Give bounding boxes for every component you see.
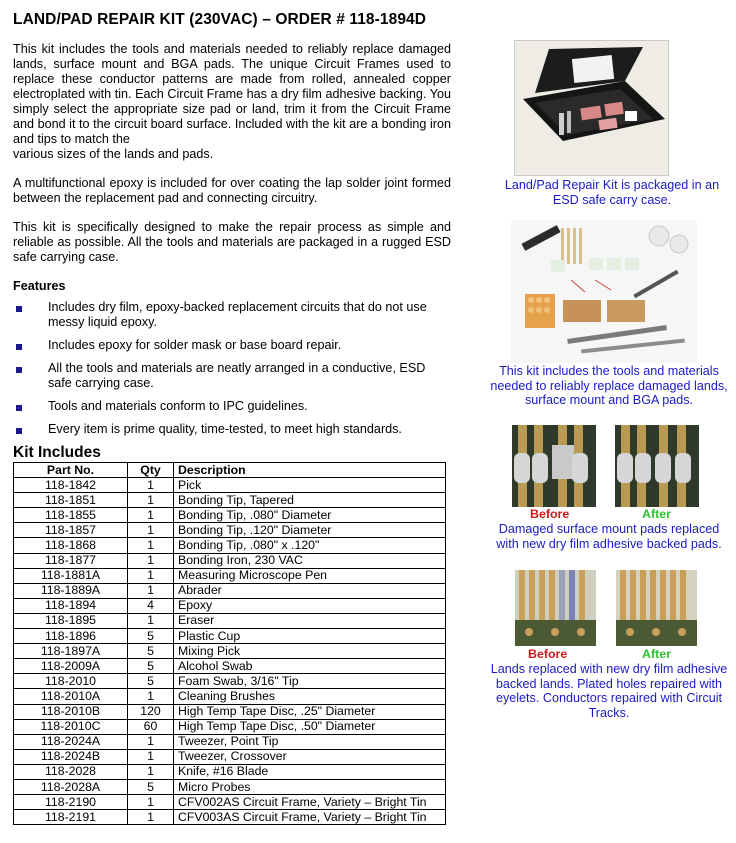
cell-qty: 1	[128, 764, 174, 779]
kit-table-body	[14, 478, 446, 825]
table-row	[14, 704, 446, 719]
cell-qty: 1	[128, 523, 174, 538]
cell-part-no: 118-2191	[14, 810, 128, 825]
cell-part-no: 118-2024B	[14, 749, 128, 764]
lands-before-photo	[515, 570, 596, 646]
table-row	[14, 598, 446, 613]
cell-qty: 1	[128, 493, 174, 508]
table-row	[14, 613, 446, 628]
table-row	[14, 493, 446, 508]
cell-qty: 1	[128, 689, 174, 704]
table-row	[14, 795, 446, 810]
cell-description: Bonding Tip, Tapered	[174, 493, 446, 508]
column-header-description: Description	[174, 463, 446, 478]
feature-item: All the tools and materials are neatly arranged in a conductive, ESD safe carrying case.	[13, 361, 451, 391]
cell-description: Tweezer, Crossover	[174, 749, 446, 764]
square-bullet-icon	[16, 306, 22, 312]
smt-after-photo	[615, 425, 699, 507]
table-row	[14, 689, 446, 704]
cell-qty: 1	[128, 508, 174, 523]
cell-qty: 1	[128, 538, 174, 553]
table-row	[14, 583, 446, 598]
table-row	[14, 674, 446, 689]
cell-description: Alcohol Swab	[174, 659, 446, 674]
cell-description: Knife, #16 Blade	[174, 764, 446, 779]
lands-after-photo	[616, 570, 697, 646]
cell-qty: 5	[128, 674, 174, 689]
square-bullet-icon	[16, 405, 22, 411]
cell-description: Measuring Microscope Pen	[174, 568, 446, 583]
table-row	[14, 538, 446, 553]
cell-part-no: 118-1877	[14, 553, 128, 568]
cell-part-no: 118-1881A	[14, 568, 128, 583]
lands-before-image	[515, 570, 596, 646]
cell-description: CFV002AS Circuit Frame, Variety – Bright Tin	[174, 795, 446, 810]
features-heading: Features	[13, 279, 66, 293]
kit-contents-photo	[511, 220, 697, 363]
square-bullet-icon	[16, 428, 22, 434]
intro-paragraph-1-main: This kit includes the tools and materials needed to reliably replace damaged lands, surface mount and BGA pads. The unique Circuit Frames used to replace these conductor patterns are made from rolled, annealed copper electroplated with tin. Each Circuit Frame has a dry film adhesive backing. You simply select the appropriate size pad or land, trim it from the Circuit Frame and bond it to the circuit board surface. Included with the kit are a bonding iron and tips to match the	[13, 42, 451, 146]
cell-description: High Temp Tape Disc, .50" Diameter	[174, 719, 446, 734]
cell-description: Tweezer, Point Tip	[174, 734, 446, 749]
cell-qty: 5	[128, 659, 174, 674]
cell-qty: 1	[128, 583, 174, 598]
column-header-part-no: Part No.	[14, 463, 128, 478]
table-row	[14, 779, 446, 794]
cell-qty: 1	[128, 478, 174, 493]
cell-part-no: 118-2010C	[14, 719, 128, 734]
page-title: LAND/PAD REPAIR KIT (230VAC) – ORDER # 118-1894D	[13, 11, 427, 28]
cell-description: Pick	[174, 478, 446, 493]
feature-item: Includes epoxy for solder mask or base board repair.	[13, 338, 451, 353]
caption-kit-contents: This kit includes the tools and materials needed to reliably replace damaged lands, surface mount and BGA pads.	[490, 364, 728, 408]
cell-part-no: 118-2010B	[14, 704, 128, 719]
cell-qty: 1	[128, 613, 174, 628]
cell-description: Abrader	[174, 583, 446, 598]
cell-description: Bonding Tip, .120" Diameter	[174, 523, 446, 538]
column-header-qty: Qty	[128, 463, 174, 478]
cell-part-no: 118-1896	[14, 629, 128, 644]
table-row	[14, 568, 446, 583]
cell-description: Cleaning Brushes	[174, 689, 446, 704]
cell-description: Bonding Iron, 230 VAC	[174, 553, 446, 568]
features-list	[13, 300, 451, 437]
table-header-row	[14, 463, 446, 478]
intro-paragraph-2: A multifunctional epoxy is included for over coating the lap solder joint formed between the replacement pad and connecting circuitry.	[13, 176, 451, 205]
cell-qty: 1	[128, 749, 174, 764]
square-bullet-icon	[16, 367, 22, 373]
cell-part-no: 118-2010A	[14, 689, 128, 704]
cell-part-no: 118-2010	[14, 674, 128, 689]
caption-smt-pads: Damaged surface mount pads replaced with new dry film adhesive backed pads.	[496, 522, 722, 551]
table-row	[14, 734, 446, 749]
cell-description: Foam Swab, 3/16" Tip	[174, 674, 446, 689]
cell-qty: 1	[128, 553, 174, 568]
smt-before-image	[512, 425, 596, 507]
table-row	[14, 508, 446, 523]
cell-description: High Temp Tape Disc, .25" Diameter	[174, 704, 446, 719]
cell-part-no: 118-1857	[14, 523, 128, 538]
cell-part-no: 118-1855	[14, 508, 128, 523]
carry-case-photo	[514, 40, 669, 176]
cell-part-no: 118-2028A	[14, 779, 128, 794]
lands-after-image	[616, 570, 697, 646]
caption-lands: Lands replaced with new dry film adhesive backed lands. Plated holes repaired with eyelets. Conductors repaired with Circuit Tracks.	[490, 662, 728, 720]
after-label-lands: After	[642, 647, 671, 661]
table-row	[14, 553, 446, 568]
description-column	[13, 42, 451, 445]
cell-part-no: 118-1894	[14, 598, 128, 613]
cell-part-no: 118-2190	[14, 795, 128, 810]
cell-description: CFV003AS Circuit Frame, Variety – Bright Tin	[174, 810, 446, 825]
kit-includes-heading: Kit Includes	[13, 444, 101, 461]
before-label-smt: Before	[530, 507, 570, 521]
cell-qty: 5	[128, 644, 174, 659]
cell-description: Bonding Tip, .080" Diameter	[174, 508, 446, 523]
carry-case-image	[515, 41, 669, 176]
table-row	[14, 644, 446, 659]
cell-qty: 5	[128, 629, 174, 644]
cell-description: Plastic Cup	[174, 629, 446, 644]
cell-part-no: 118-2009A	[14, 659, 128, 674]
table-row	[14, 749, 446, 764]
table-row	[14, 810, 446, 825]
cell-part-no: 118-1889A	[14, 583, 128, 598]
smt-after-image	[615, 425, 699, 507]
intro-paragraph-3: This kit is specifically designed to make the repair process as simple and reliable as possible. All the tools and materials are packaged in a rugged ESD safe carrying case.	[13, 220, 451, 264]
cell-part-no: 118-1895	[14, 613, 128, 628]
cell-part-no: 118-1842	[14, 478, 128, 493]
cell-qty: 1	[128, 734, 174, 749]
cell-qty: 1	[128, 810, 174, 825]
table-row	[14, 523, 446, 538]
after-label-smt: After	[642, 507, 671, 521]
cell-description: Bonding Tip, .080" x .120"	[174, 538, 446, 553]
cell-qty: 4	[128, 598, 174, 613]
cell-description: Epoxy	[174, 598, 446, 613]
cell-part-no: 118-1897A	[14, 644, 128, 659]
square-bullet-icon	[16, 344, 22, 350]
cell-qty: 1	[128, 568, 174, 583]
kit-contents-image	[511, 220, 697, 363]
table-row	[14, 478, 446, 493]
smt-before-photo	[512, 425, 596, 507]
kit-table	[13, 462, 446, 825]
feature-item: Every item is prime quality, time-tested, to meet high standards.	[13, 422, 451, 437]
feature-item: Includes dry film, epoxy-backed replacement circuits that do not use messy liquid epoxy.	[13, 300, 451, 330]
intro-paragraph-1-tail: various sizes of the lands and pads.	[13, 147, 214, 161]
feature-item: Tools and materials conform to IPC guidelines.	[13, 399, 451, 414]
intro-paragraph-1	[13, 42, 451, 162]
cell-part-no: 118-2024A	[14, 734, 128, 749]
cell-qty: 60	[128, 719, 174, 734]
cell-part-no: 118-1868	[14, 538, 128, 553]
cell-description: Mixing Pick	[174, 644, 446, 659]
table-row	[14, 659, 446, 674]
cell-description: Eraser	[174, 613, 446, 628]
table-row	[14, 764, 446, 779]
cell-part-no: 118-2028	[14, 764, 128, 779]
table-row	[14, 629, 446, 644]
cell-qty: 5	[128, 779, 174, 794]
cell-part-no: 118-1851	[14, 493, 128, 508]
cell-qty: 1	[128, 795, 174, 810]
before-label-lands: Before	[528, 647, 568, 661]
table-row	[14, 719, 446, 734]
cell-description: Micro Probes	[174, 779, 446, 794]
cell-qty: 120	[128, 704, 174, 719]
caption-carry-case: Land/Pad Repair Kit is packaged in an ESD safe carry case.	[504, 178, 720, 207]
